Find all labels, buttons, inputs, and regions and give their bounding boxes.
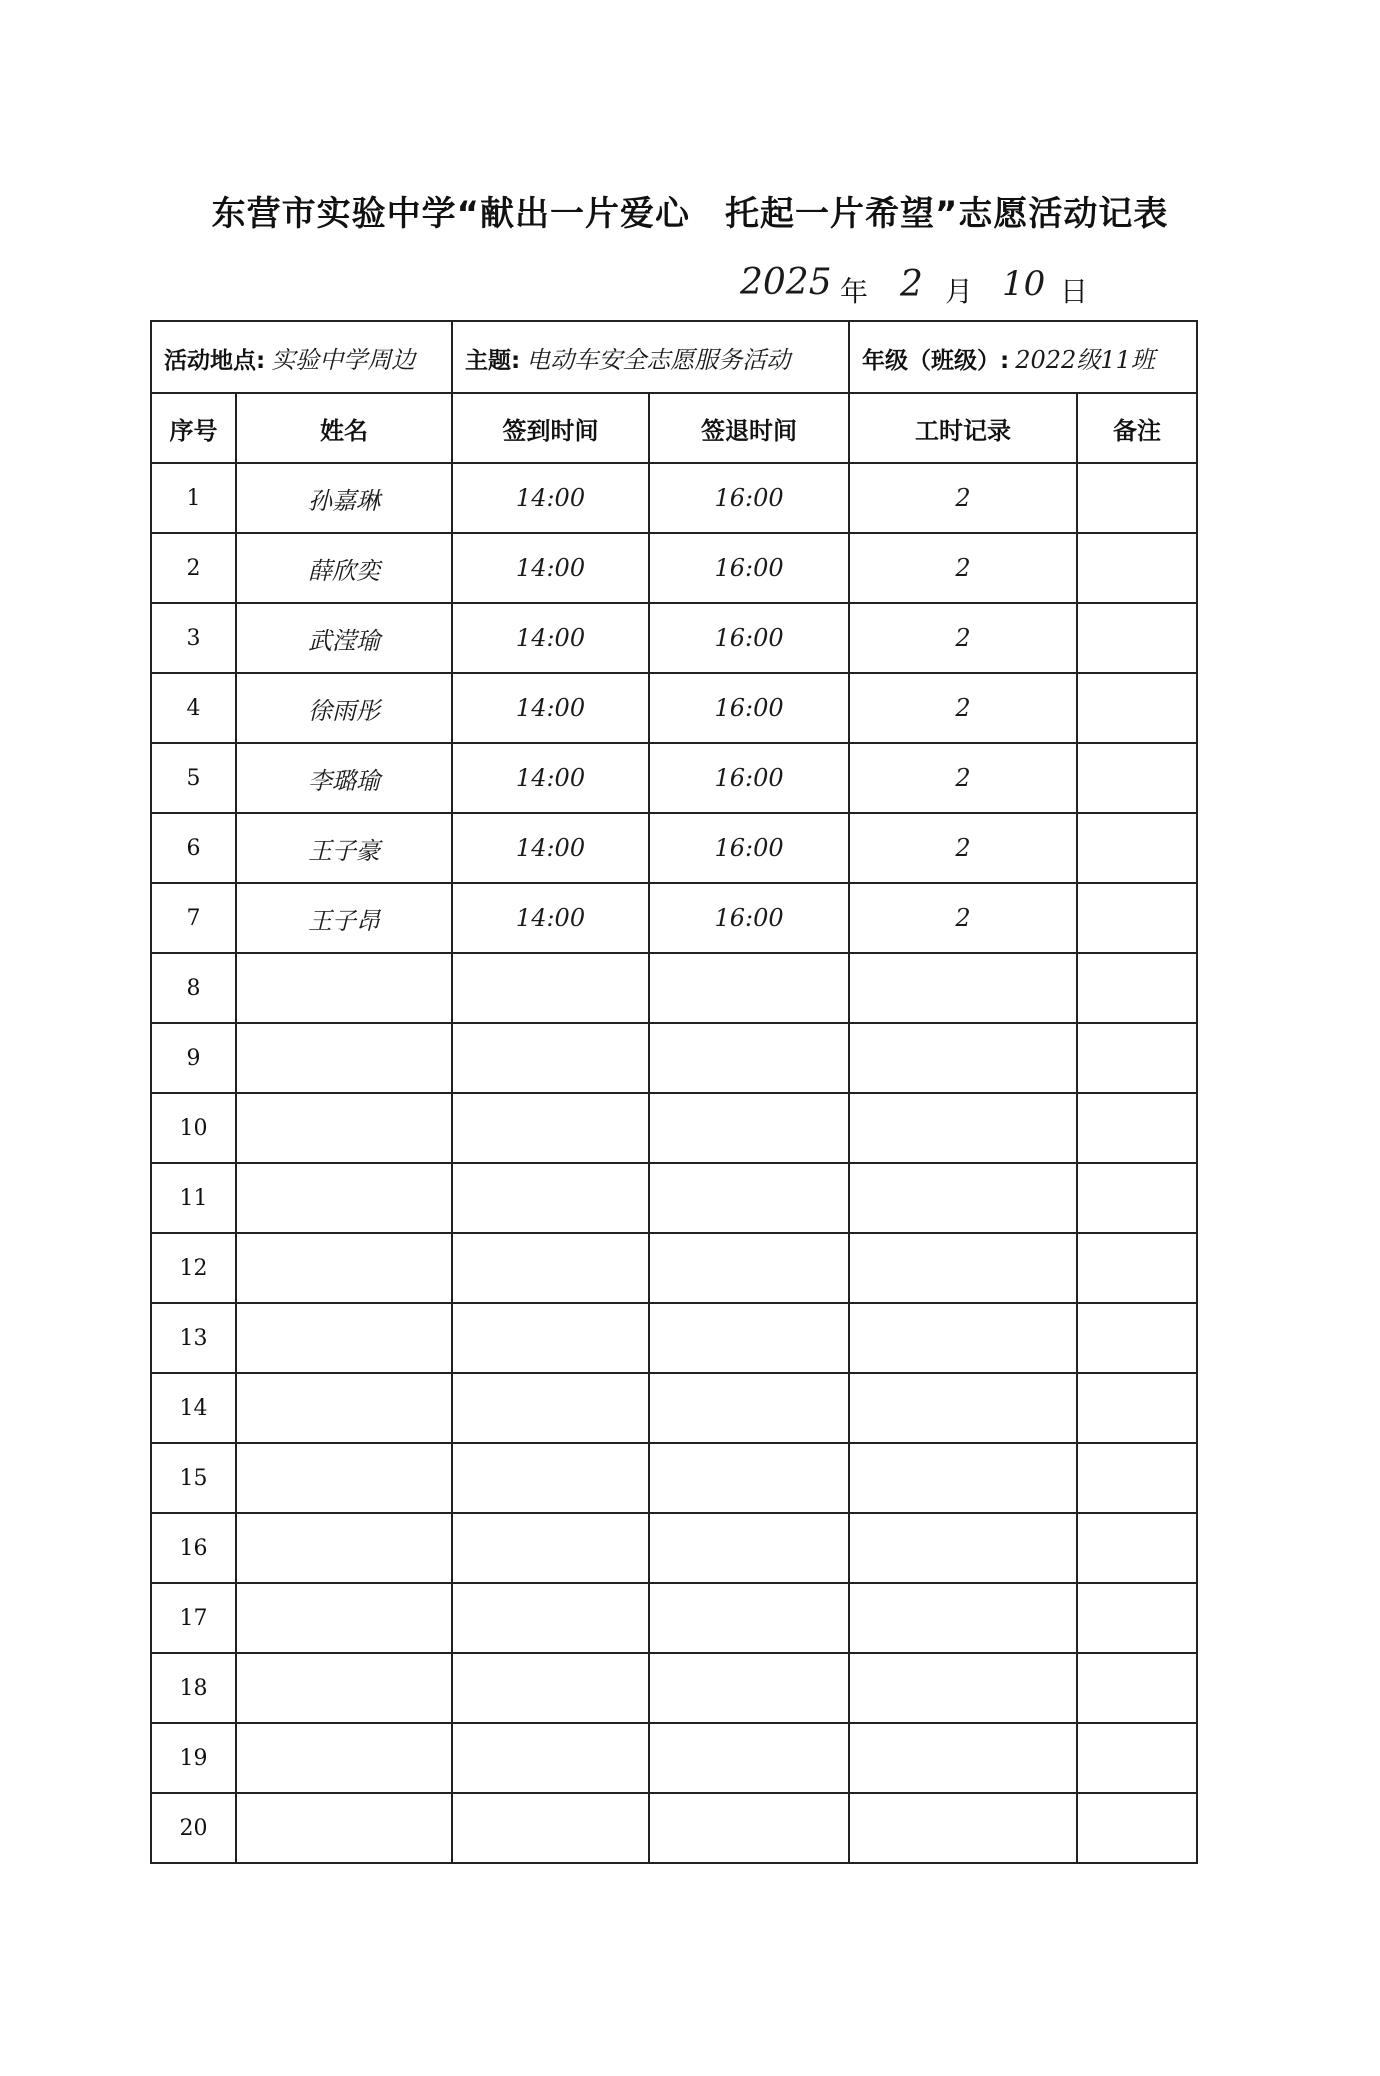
table-row: [151, 1373, 1197, 1443]
theme-value: 电动车安全志愿服务活动: [526, 345, 791, 374]
cell-hours: [849, 1163, 1077, 1233]
grade-cell: [849, 321, 1197, 393]
cell-checkin: [452, 1163, 649, 1233]
table-row: [151, 1513, 1197, 1583]
cell-note: [1077, 1443, 1197, 1513]
date-year-unit: 年: [840, 275, 869, 308]
location-label: 活动地点:: [164, 347, 266, 374]
cell-note: [1077, 673, 1197, 743]
cell-note: [1077, 953, 1197, 1023]
cell-seq: 20: [151, 1793, 236, 1863]
date-month: 2: [900, 264, 923, 305]
cell-name: [236, 1373, 452, 1443]
cell-seq: 14: [151, 1373, 236, 1443]
cell-checkout: 16:00: [649, 883, 849, 953]
cell-checkin: 14:00: [452, 533, 649, 603]
cell-name: [236, 1093, 452, 1163]
table-row: [151, 1023, 1197, 1093]
cell-checkout: [649, 1653, 849, 1723]
cell-hours: [849, 1023, 1077, 1093]
cell-seq: 18: [151, 1653, 236, 1723]
table-row: [151, 533, 1197, 603]
cell-note: [1077, 1513, 1197, 1583]
cell-note: [1077, 533, 1197, 603]
cell-seq: 1: [151, 463, 236, 533]
grade-value: 2022级11班: [1015, 345, 1155, 374]
theme-cell: [452, 321, 849, 393]
cell-hours: [849, 1583, 1077, 1653]
date-day-unit: 日: [1060, 275, 1089, 308]
cell-checkin: [452, 1583, 649, 1653]
header-checkout: 签退时间: [649, 393, 849, 463]
cell-name: [236, 1303, 452, 1373]
cell-checkin: 14:00: [452, 673, 649, 743]
cell-seq: 2: [151, 533, 236, 603]
theme-label: 主题:: [465, 347, 521, 374]
cell-note: [1077, 1233, 1197, 1303]
table-row: [151, 1793, 1197, 1863]
cell-checkout: [649, 1373, 849, 1443]
table-row: [151, 1723, 1197, 1793]
page-title: 东营市实验中学“献出一片爱心 托起一片希望”志愿活动记表: [211, 194, 1169, 234]
cell-note: [1077, 1093, 1197, 1163]
cell-checkin: [452, 1373, 649, 1443]
cell-note: [1077, 813, 1197, 883]
cell-checkout: 16:00: [649, 463, 849, 533]
cell-checkout: 16:00: [649, 533, 849, 603]
cell-hours: 2: [849, 603, 1077, 673]
cell-name: 王子昂: [236, 883, 452, 953]
header-note: 备注: [1077, 393, 1197, 463]
cell-checkin: [452, 1723, 649, 1793]
cell-name: 徐雨彤: [236, 673, 452, 743]
header-row: [151, 393, 1197, 463]
cell-seq: 13: [151, 1303, 236, 1373]
cell-hours: [849, 1513, 1077, 1583]
table-row: [151, 743, 1197, 813]
cell-checkout: 16:00: [649, 743, 849, 813]
cell-name: [236, 1443, 452, 1513]
cell-seq: 7: [151, 883, 236, 953]
cell-checkin: [452, 1793, 649, 1863]
cell-seq: 10: [151, 1093, 236, 1163]
table-row: [151, 1233, 1197, 1303]
cell-name: [236, 1793, 452, 1863]
table-row: [151, 1443, 1197, 1513]
cell-name: [236, 1023, 452, 1093]
cell-seq: 6: [151, 813, 236, 883]
header-checkin: 签到时间: [452, 393, 649, 463]
cell-seq: 9: [151, 1023, 236, 1093]
table-row: [151, 1653, 1197, 1723]
cell-seq: 8: [151, 953, 236, 1023]
location-value: 实验中学周边: [271, 345, 416, 374]
cell-checkout: 16:00: [649, 813, 849, 883]
cell-hours: [849, 1793, 1077, 1863]
date-day: 10: [1002, 264, 1046, 304]
table-row: [151, 813, 1197, 883]
info-row: [151, 321, 1197, 393]
cell-note: [1077, 603, 1197, 673]
cell-note: [1077, 1653, 1197, 1723]
cell-seq: 19: [151, 1723, 236, 1793]
cell-note: [1077, 1583, 1197, 1653]
cell-checkin: [452, 1443, 649, 1513]
cell-hours: 2: [849, 883, 1077, 953]
cell-name: 孙嘉琳: [236, 463, 452, 533]
cell-checkin: [452, 1653, 649, 1723]
cell-checkout: [649, 1163, 849, 1233]
table-row: [151, 1163, 1197, 1233]
cell-checkin: 14:00: [452, 813, 649, 883]
cell-checkin: [452, 953, 649, 1023]
table-row: [151, 463, 1197, 533]
cell-name: [236, 953, 452, 1023]
cell-hours: 2: [849, 673, 1077, 743]
header-hours: 工时记录: [849, 393, 1077, 463]
cell-checkout: [649, 1233, 849, 1303]
cell-hours: [849, 1233, 1077, 1303]
cell-name: 王子豪: [236, 813, 452, 883]
cell-checkin: [452, 1513, 649, 1583]
cell-note: [1077, 883, 1197, 953]
cell-hours: [849, 1303, 1077, 1373]
cell-checkout: [649, 953, 849, 1023]
table-row: [151, 673, 1197, 743]
cell-hours: 2: [849, 743, 1077, 813]
cell-hours: 2: [849, 533, 1077, 603]
cell-hours: 2: [849, 463, 1077, 533]
cell-note: [1077, 743, 1197, 813]
cell-checkout: 16:00: [649, 673, 849, 743]
cell-note: [1077, 1373, 1197, 1443]
table-row: [151, 1303, 1197, 1373]
location-cell: [151, 321, 452, 393]
cell-note: [1077, 463, 1197, 533]
cell-seq: 11: [151, 1163, 236, 1233]
cell-checkin: [452, 1233, 649, 1303]
cell-checkout: [649, 1303, 849, 1373]
cell-name: [236, 1513, 452, 1583]
cell-checkin: [452, 1023, 649, 1093]
cell-seq: 16: [151, 1513, 236, 1583]
cell-seq: 5: [151, 743, 236, 813]
table-row: [151, 603, 1197, 673]
cell-hours: [849, 1093, 1077, 1163]
volunteer-record-table: [150, 320, 1198, 1864]
cell-seq: 12: [151, 1233, 236, 1303]
cell-checkin: 14:00: [452, 743, 649, 813]
cell-note: [1077, 1723, 1197, 1793]
cell-checkin: 14:00: [452, 463, 649, 533]
cell-name: 李璐瑜: [236, 743, 452, 813]
cell-name: [236, 1163, 452, 1233]
grade-label: 年级（班级）:: [862, 347, 1010, 374]
cell-seq: 4: [151, 673, 236, 743]
table-row: [151, 953, 1197, 1023]
cell-checkin: 14:00: [452, 603, 649, 673]
header-name: 姓名: [236, 393, 452, 463]
cell-name: 武滢瑜: [236, 603, 452, 673]
cell-seq: 17: [151, 1583, 236, 1653]
cell-checkout: [649, 1513, 849, 1583]
cell-name: 薛欣奕: [236, 533, 452, 603]
cell-checkout: [649, 1023, 849, 1093]
cell-checkout: 16:00: [649, 603, 849, 673]
cell-checkout: [649, 1093, 849, 1163]
date-month-unit: 月: [945, 275, 974, 308]
cell-hours: [849, 1443, 1077, 1513]
cell-hours: [849, 953, 1077, 1023]
cell-hours: [849, 1373, 1077, 1443]
table-row: [151, 1093, 1197, 1163]
table-row: [151, 1583, 1197, 1653]
cell-note: [1077, 1163, 1197, 1233]
cell-checkout: [649, 1443, 849, 1513]
cell-checkout: [649, 1793, 849, 1863]
cell-checkin: 14:00: [452, 883, 649, 953]
cell-name: [236, 1653, 452, 1723]
cell-hours: [849, 1653, 1077, 1723]
cell-seq: 15: [151, 1443, 236, 1513]
table-row: [151, 883, 1197, 953]
header-seq: 序号: [151, 393, 236, 463]
cell-checkout: [649, 1723, 849, 1793]
cell-checkout: [649, 1583, 849, 1653]
cell-checkin: [452, 1303, 649, 1373]
cell-note: [1077, 1793, 1197, 1863]
cell-name: [236, 1583, 452, 1653]
cell-note: [1077, 1023, 1197, 1093]
cell-checkin: [452, 1093, 649, 1163]
cell-name: [236, 1233, 452, 1303]
cell-hours: 2: [849, 813, 1077, 883]
cell-note: [1077, 1303, 1197, 1373]
cell-name: [236, 1723, 452, 1793]
cell-seq: 3: [151, 603, 236, 673]
cell-hours: [849, 1723, 1077, 1793]
date-year: 2025: [740, 262, 832, 303]
